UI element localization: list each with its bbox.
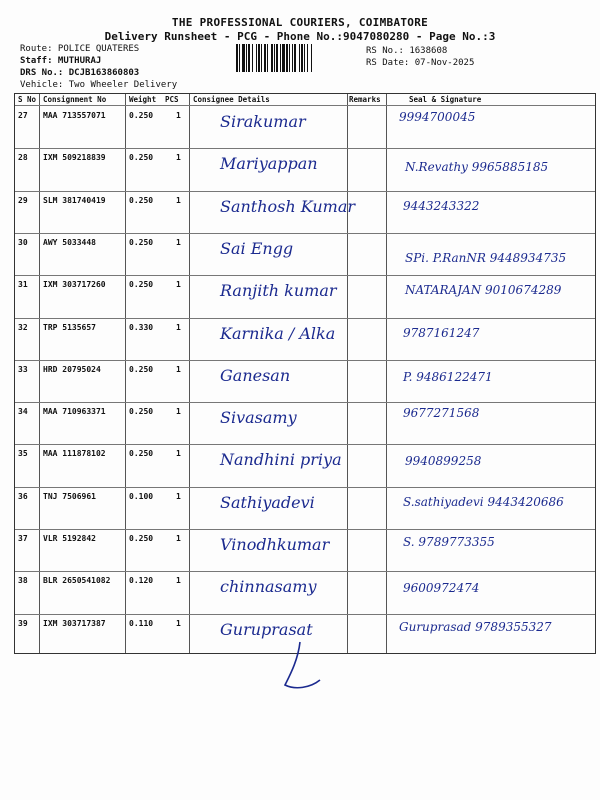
row-consignee-handwriting: Sai Engg <box>220 238 294 258</box>
row-divider <box>15 444 595 445</box>
row-signature: 9443243322 <box>403 198 480 213</box>
col-divider <box>347 94 348 653</box>
row-pcs: 1 <box>176 111 181 120</box>
row-consignee-handwriting: Sirakumar <box>220 112 306 131</box>
col-divider <box>386 94 387 653</box>
row-signature: P. 9486122471 <box>403 369 493 384</box>
row-consignment-no: IXM 303717260 <box>43 280 106 290</box>
row-consignee-handwriting: Guruprasat <box>220 619 313 639</box>
row-consignment-no: SLM 381740419 <box>43 195 106 205</box>
row-pcs: 1 <box>176 364 181 374</box>
row-weight: 0.330 <box>129 322 154 332</box>
row-divider <box>15 318 595 319</box>
row-sno: 38 <box>18 576 28 586</box>
row-consignee-handwriting: chinnasamy <box>220 577 317 597</box>
row-weight: 0.250 <box>129 364 154 374</box>
row-signature: 9994700045 <box>399 110 476 124</box>
row-consignment-no: VLR 5192842 <box>43 534 96 543</box>
row-consignment-no: AWY 5033448 <box>43 237 96 247</box>
barcode-bar <box>312 44 313 72</box>
row-weight: 0.250 <box>129 534 154 543</box>
row-divider <box>15 191 595 192</box>
rs-info <box>366 45 474 69</box>
rs-number: RS No.: 1638608 <box>366 46 448 56</box>
row-sno: 35 <box>18 449 28 459</box>
row-signature: SPi. P.RanNR 9448934735 <box>405 250 567 265</box>
drs-label: DRS No.: DCJB163860803 <box>20 68 140 78</box>
row-divider <box>15 148 595 149</box>
header-seal: Seal & Signature <box>409 95 482 104</box>
company-title: THE PROFESSIONAL COURIERS, COIMBATORE <box>171 16 429 29</box>
rs-date: RS Date: 07-Nov-2025 <box>366 58 475 68</box>
runsheet-subtitle: Delivery Runsheet - PCG - Phone No.:9047080280 - Page No.:3 <box>104 30 496 43</box>
row-consignee-handwriting: Ranjith kumar <box>220 281 337 301</box>
col-divider <box>39 94 40 653</box>
header-sno: S No <box>18 95 37 104</box>
row-consignee-handwriting: Santhosh Kumar <box>220 196 356 216</box>
row-consignment-no: TNJ 7506961 <box>43 491 96 501</box>
row-pcs: 1 <box>176 576 181 586</box>
row-pcs: 1 <box>176 237 181 247</box>
row-consignee-handwriting: Vinodhkumar <box>220 535 330 554</box>
header-consignee: Consignee Details <box>193 95 270 104</box>
row-weight: 0.250 <box>129 237 154 247</box>
row-pcs: 1 <box>176 618 181 628</box>
row-consignee-handwriting: Nandhini priya <box>220 450 342 470</box>
row-consignment-no: MAA 111878102 <box>43 449 106 459</box>
row-divider <box>15 275 595 276</box>
row-weight: 0.250 <box>129 153 154 163</box>
row-divider <box>15 571 595 572</box>
row-pcs: 1 <box>176 153 181 163</box>
row-divider <box>15 614 595 615</box>
row-signature: 9940899258 <box>405 454 482 469</box>
row-weight: 0.250 <box>129 449 154 459</box>
row-sno: 32 <box>18 322 28 332</box>
row-divider <box>15 402 595 403</box>
staff-label: Staff: MUTHURAJ <box>20 56 102 66</box>
row-consignment-no: MAA 710963371 <box>43 407 106 417</box>
route-info <box>20 43 177 91</box>
row-sno: 28 <box>18 153 28 163</box>
row-sno: 30 <box>18 237 28 247</box>
row-consignment-no: BLR 2650541082 <box>43 576 111 586</box>
row-divider <box>15 360 595 361</box>
col-divider <box>189 94 190 653</box>
row-consignment-no: IXM 303717387 <box>43 618 106 628</box>
header-pcs: PCS <box>165 95 179 104</box>
row-weight: 0.120 <box>129 576 154 586</box>
row-signature: N.Revathy 9965885185 <box>405 160 549 175</box>
row-pcs: 1 <box>176 491 181 501</box>
row-consignee-handwriting: Sathiyadevi <box>220 492 315 512</box>
row-sno: 39 <box>18 618 28 628</box>
row-pcs: 1 <box>176 534 181 543</box>
row-pcs: 1 <box>176 449 181 459</box>
row-weight: 0.110 <box>129 618 154 628</box>
row-consignment-no: HRD 20795024 <box>43 364 101 374</box>
row-signature: 9787161247 <box>403 325 480 340</box>
barcode <box>236 44 364 72</box>
row-signature: NATARAJAN 9010674289 <box>405 283 562 298</box>
row-divider <box>15 233 595 234</box>
row-sno: 33 <box>18 364 28 374</box>
row-signature: 9677271568 <box>403 406 480 421</box>
header-weight: Weight <box>129 95 157 104</box>
row-sno: 37 <box>18 534 28 543</box>
header-remarks: Remarks <box>349 95 381 104</box>
row-consignee-handwriting: Ganesan <box>220 365 291 385</box>
row-signature: 9600972474 <box>403 581 480 596</box>
row-pcs: 1 <box>176 280 181 290</box>
row-consignment-no: MAA 713557071 <box>43 111 106 120</box>
row-consignee-handwriting: Karnika / Alka <box>220 323 336 343</box>
row-sno: 31 <box>18 280 28 290</box>
row-weight: 0.100 <box>129 491 154 501</box>
row-weight: 0.250 <box>129 195 154 205</box>
col-divider <box>125 94 126 653</box>
runsheet-table <box>14 93 596 654</box>
route-label: Route: POLICE QUATERES <box>20 44 140 54</box>
row-signature: S.sathiyadevi 9443420686 <box>403 494 564 509</box>
row-divider <box>15 529 595 530</box>
row-weight: 0.250 <box>129 111 154 120</box>
row-weight: 0.250 <box>129 280 154 290</box>
row-consignee-handwriting: Mariyappan <box>220 154 318 174</box>
row-signature: S. 9789773355 <box>403 535 495 549</box>
row-sno: 34 <box>18 407 28 417</box>
row-signature: Guruprasad 9789355327 <box>399 619 552 634</box>
row-sno: 29 <box>18 195 28 205</box>
row-weight: 0.250 <box>129 407 154 417</box>
row-divider <box>15 487 595 488</box>
vehicle-label: Vehicle: Two Wheeler Delivery <box>20 80 178 90</box>
row-sno: 27 <box>18 111 28 120</box>
header-divider <box>15 105 595 106</box>
row-pcs: 1 <box>176 195 181 205</box>
row-sno: 36 <box>18 491 28 501</box>
row-pcs: 1 <box>176 407 181 417</box>
row-consignment-no: IXM 509218839 <box>43 153 106 163</box>
row-consignee-handwriting: Sivasamy <box>220 408 297 428</box>
row-pcs: 1 <box>176 322 181 332</box>
row-consignment-no: TRP 5135657 <box>43 322 96 332</box>
header-consignment: Consignment No <box>43 95 107 104</box>
handwritten-stroke <box>270 640 330 695</box>
